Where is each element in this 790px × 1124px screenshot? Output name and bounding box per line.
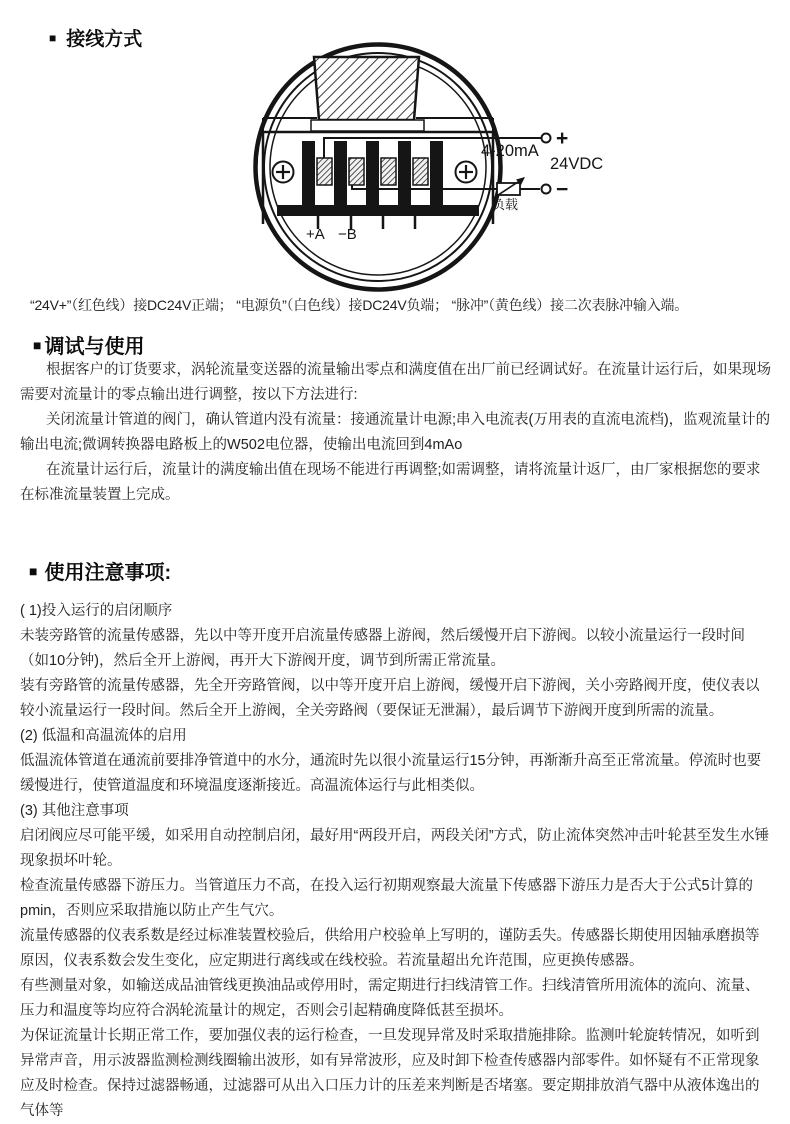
supply-voltage-label: 24VDC bbox=[550, 155, 604, 173]
current-loop-label: 4-20mA bbox=[481, 142, 539, 160]
section-title-usage-label: 调试与使用 bbox=[44, 336, 145, 358]
paragraph: 关闭流量计管道的阀门，确认管道内没有流量：接通流量计电源;串入电流表(万用表的直流电流档)，监观流量计的输出电流;微调转换器电路板上的W502电位器，使输出电流回到4mAo bbox=[20, 412, 771, 453]
wiring-caption: “24V+”（红色线）接DC24V正端； “电源负”（白色线）接DC24V负端； “脉冲”（黄色线）接二次表脉冲输入端。 bbox=[30, 297, 689, 313]
paragraph: 在流量计运行后，流量计的满度输出值在现场不能进行再调整;如需调整，请将流量计返厂，由厂家根据您的要求在标准流量装置上完成。 bbox=[20, 462, 761, 503]
load-label: 负载 bbox=[492, 197, 519, 212]
notes-paragraphs bbox=[20, 599, 773, 1124]
paragraph: 为保证流量计长期正常工作，要加强仪表的运行检查，一旦发现异常及时采取措施排除。监测叶轮旋转情况，如听到异常声音，用示波器监测检测线圈输出波形，如有异常波形，应及时卸下检查传感器内部零件。如怀疑有不正常现象应及时检查。保持过滤器畅通，过滤器可从出入口压力计的压差来判断是否堵塞。要定期排放消气器中从液体逸出的气体等 bbox=[20, 1028, 760, 1119]
minus-terminal-icon bbox=[542, 185, 551, 194]
paragraph: ( 1)投入运行的启闭顺序 bbox=[20, 603, 173, 619]
paragraph: (3) 其他注意事项 bbox=[20, 803, 129, 819]
terminal-rail bbox=[277, 205, 479, 216]
wiring-diagram bbox=[228, 35, 630, 302]
paragraph: 流量传感器的仪表系数是经过标准装置校验后，供给用户校验单上写明的，谨防丢失。传感器长期使用因轴承磨损等原因，仪表系数会发生变化，应定期进行离线或在线校验。若流量超出允许范围，应更换传感器。 bbox=[20, 928, 760, 969]
paragraph: (2) 低温和高温流体的启用 bbox=[20, 728, 187, 744]
paragraph: 启闭阀应尽可能平缓，如采用自动控制启闭，最好用“两段开启，两段关闭”方式，防止流体突然冲击叶轮甚至发生水锤现象损坏叶轮。 bbox=[20, 828, 770, 869]
paragraph: 低温流体管道在通流前要排净管道中的水分，通流时先以很小流量运行15分钟，再渐渐升高至正常流量。停流时也要缓慢进行，使管道温度和环境温度逐渐接近。高温流体运行与此相类似。 bbox=[20, 753, 762, 794]
paragraph: 未装旁路管的流量传感器，先以中等开度开启流量传感器上游阀，然后缓慢开启下游阀。以较小流量运行一段时间（如10分钟)，然后全开上游阀，再开大下游阀开度，调节到所需正常流量。 bbox=[20, 628, 745, 669]
section-title-notes bbox=[29, 556, 171, 585]
paragraph: 根据客户的订货要求，涡轮流量变送器的流量输出零点和满度值在出厂前已经调试好。在流量计运行后，如果现场需要对流量计的零点输出进行调整，按以下方法进行: bbox=[20, 362, 771, 403]
square-bullet-icon: ■ bbox=[49, 30, 57, 45]
square-bullet-icon: ■ bbox=[33, 336, 42, 353]
paragraph: 装有旁路管的流量传感器，先全开旁路管阀，以中等开度开启上游阀，缓慢开启下游阀，关小旁路阀开度，使仪表以较小流量运行一段时间。然后全开上游阀，全关旁路阀（要保证无泄漏），最后调节下游阀开度到所需的流量。 bbox=[20, 678, 760, 719]
section-title-notes-label: 使用注意事项: bbox=[44, 562, 172, 584]
terminal-a-label: +A bbox=[306, 226, 325, 243]
plus-terminal-icon bbox=[542, 134, 551, 143]
usage-paragraphs bbox=[20, 358, 772, 508]
section-title-wiring bbox=[49, 24, 142, 51]
minus-sign-label: − bbox=[556, 178, 569, 201]
terminal-b-label: −B bbox=[338, 226, 357, 243]
section-title-wiring-label: 接线方式 bbox=[66, 29, 143, 50]
cover-plate bbox=[311, 120, 424, 131]
paragraph: 检查流量传感器下游压力。当管道压力不高，在投入运行初期观察最大流量下传感器下游压力是否大于公式5计算的pmin，否则应采取措施以防止产生气穴。 bbox=[20, 878, 754, 919]
section-title-usage bbox=[33, 330, 144, 359]
hatched-cover-block bbox=[314, 57, 419, 120]
paragraph: 有些测量对象，如输送成品油管线更换油品或停用时，需定期进行扫线清管工作。扫线清管所用流体的流向、流量、压力和温度等均应符合涡轮流量计的规定，否则会引起精确度降低甚至损坏。 bbox=[20, 978, 760, 1019]
plus-sign-label: + bbox=[556, 127, 569, 150]
square-bullet-icon: ■ bbox=[29, 562, 38, 579]
